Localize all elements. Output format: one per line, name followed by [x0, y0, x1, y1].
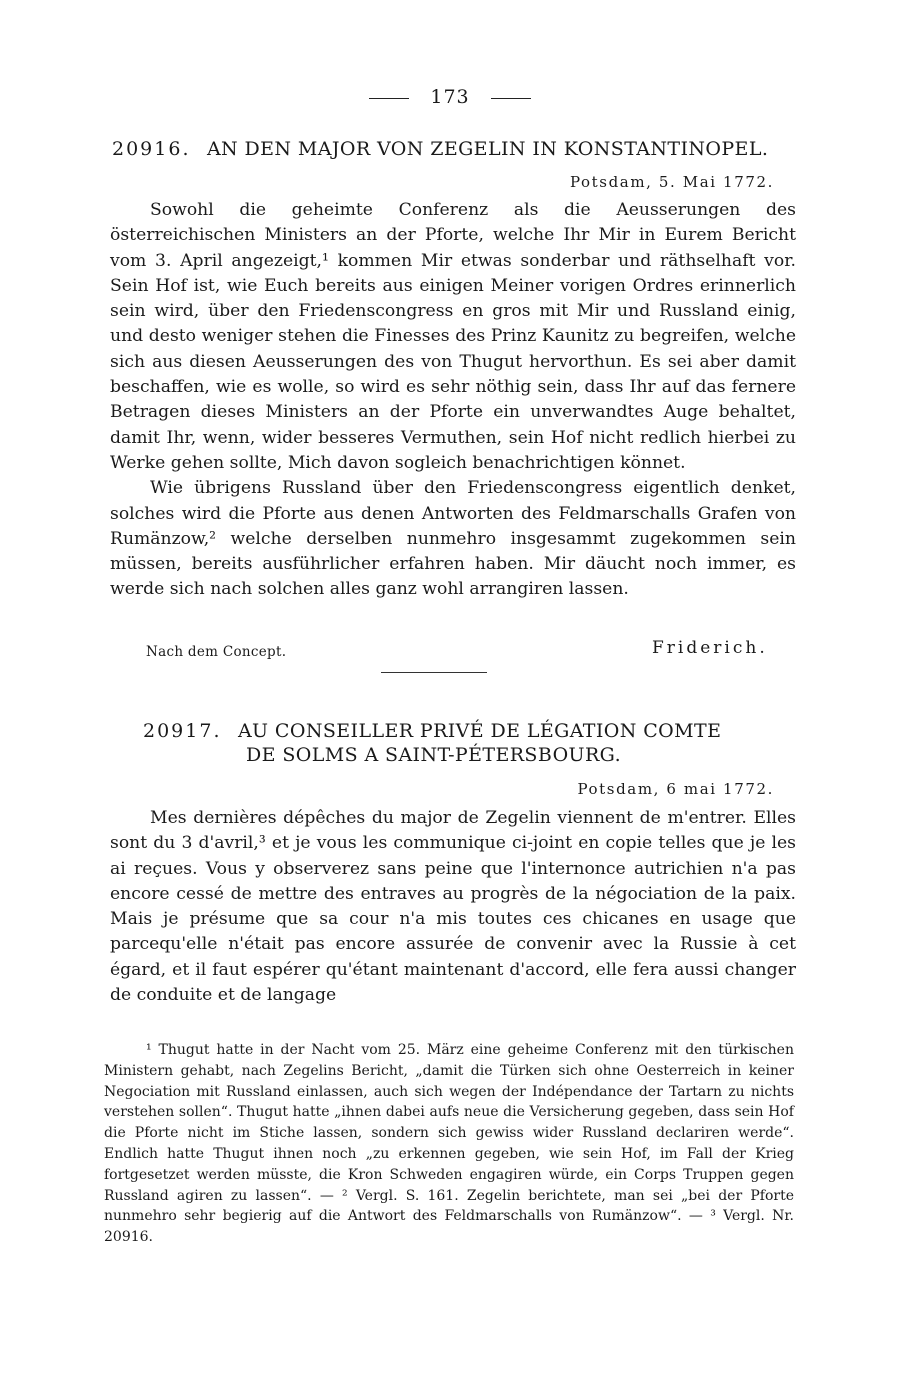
letter-2-paragraph-1: Mes dernières dépêches du major de Zegelin viennent de m'entrer. Elles sont du 3 d'avril,³ et je vous les communique ci-joint en copie telles que je les ai reçues. Vous y observerez sans peine que l'internonce autrichien n'a pas encore cessé de mettre des entraves au progrès de la négociation de la paix. Mais je présume que sa cour n'a mis toutes ces chicanes en usage que parcequ'elle n'était pas encore assurée de convenir avec la Russie à cet égard, et il faut espérer qu'étant maintenant d'accord, elle fera aussi changer de conduite et de langage [110, 808, 796, 1006]
letter-1-paragraph-1: Sowohl die geheimte Conferenz als die Aeusserungen des österreichischen Ministers an der Pforte, welche Ihr Mir in Eurem Bericht vom 3. April angezeigt,¹ kommen Mir etwas sonderbar und räthselhaft vor. Sein Hof ist, wie Euch bereits aus einigen Meiner vorigen Ordres erinnerlich sein wird, über den Friedenscongress en gros mit Mir und Russland einig, und desto weniger stehen die Finesses des Prinz Kaunitz zu begreifen, welche sich aus diesen Aeusserungen des von Thugut hervorthun. Es sei aber damit beschaffen, wie es wolle, so wird es sehr nöthig sein, dass Ihr auf das fernere Betragen dieses Ministers an der Pforte ein unverwandtes Auge behaltet, damit Ihr, wenn, wider besseres Vermuthen, sein Hof nicht redlich hierbei zu Werke gehen sollte, Mich davon sogleich benachrichtigen könnet. [110, 200, 796, 473]
letter-1-signature: Friderich. [652, 638, 768, 658]
footnotes-text: ¹ Thugut hatte in der Nacht vom 25. März eine geheime Conferenz mit den türkischen Ministern gehabt, nach Zegelins Bericht, „damit die Türken sich ohne Oesterreich in keiner Negociation mit Russland einlassen, auch sich wegen der Indépendance der Tartarn zu nichts verstehen sollen“. Thugut hatte „ihnen dabei aufs neue die Versicherung gegeben, dass sein Hof die Pforte nicht im Stiche lassen, sondern sich gewiss wider Russland declariren werde“. Endlich hatte Thugut ihnen noch „zu erkennen gegeben, wie sein Hof, im Fall der Krieg fortgesetzet werden müsste, die Kron Schweden engagiren würde, ein Corps Truppen gegen Russland agiren zu lassen“. — ² Vergl. S. 161. Zegelin berichtete, man sei „bei der Pforte nunmehro sehr begierig auf die Antwort des Feldmarschalls von Rumänzow“. — ³ Vergl. Nr. 20916. [104, 1042, 794, 1246]
page-header [0, 86, 900, 108]
letter-1-source-note: Nach dem Concept. [146, 644, 287, 660]
letter-2-title-line-1: AU CONSEILLER PRIVÉ DE LÉGATION COMTE [237, 720, 722, 742]
header-dash-left [369, 98, 409, 99]
letter-2-place-date: Potsdam, 6 mai 1772. [577, 780, 774, 798]
letter-1-paragraph-2: Wie übrigens Russland über den Friedenscongress eigentlich denket, solches wird die Pforte aus denen Antworten des Feldmarschalls Grafen von Rumänzow,² welche derselben nunmehro insgesammt zugekommen sein müssen, bereits ausführlicher erfahren haben. Mir däucht noch immer, es werde sich nach solchen alles ganz wohl arrangiren lassen. [110, 478, 796, 600]
letter-2-number: 20917. [143, 720, 222, 742]
letter-1-heading [112, 136, 802, 162]
letter-1-body [110, 198, 796, 603]
page-number: 173 [430, 86, 470, 108]
letter-2-heading [143, 718, 833, 744]
letter-separator [381, 672, 487, 673]
footnotes [104, 1040, 794, 1248]
letter-2-body [110, 806, 796, 1008]
letter-1-place-date: Potsdam, 5. Mai 1772. [569, 173, 774, 191]
letter-2-title-line-2: DE SOLMS A SAINT-PÉTERSBOURG. [246, 744, 622, 766]
letter-1-title: AN DEN MAJOR VON ZEGELIN IN KONSTANTINOPEL. [206, 138, 769, 160]
header-dash-right [491, 98, 531, 99]
letter-1-number: 20916. [112, 138, 191, 160]
